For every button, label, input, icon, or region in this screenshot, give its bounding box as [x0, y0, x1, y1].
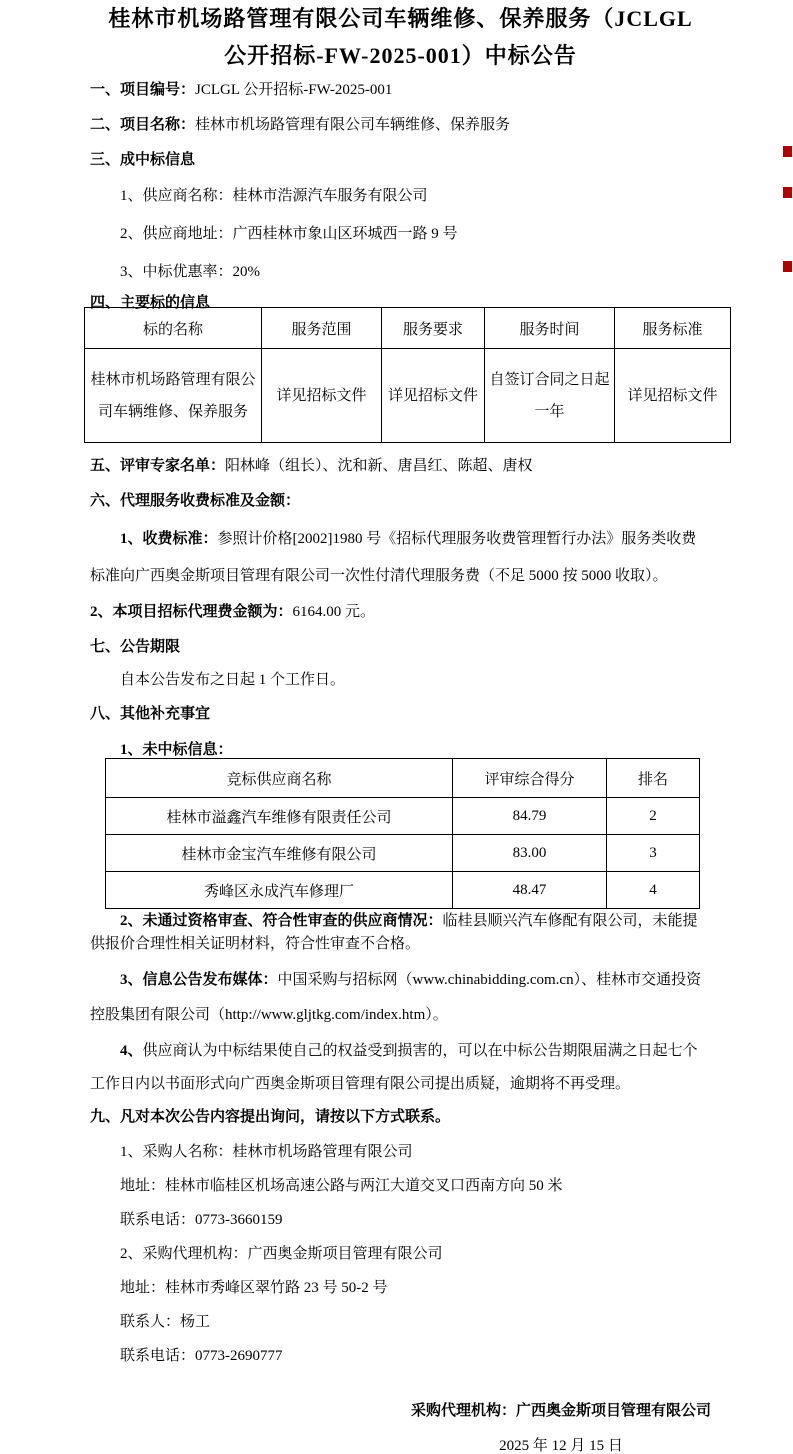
table-cell: 48.47 [453, 872, 607, 909]
table-header-cell: 服务范围 [262, 308, 382, 349]
agency-address-line: 地址：桂林市秀峰区翠竹路 23 号 50-2 号 [120, 1280, 388, 1296]
red-revision-marker [783, 146, 792, 157]
fee-amount-label: 2、本项目招标代理费金额为： [90, 604, 293, 620]
table-row [106, 872, 700, 909]
discount-rate-line: 3、中标优惠率：20% [120, 264, 260, 280]
table-header-cell: 服务标准 [615, 308, 731, 349]
section-experts [90, 458, 711, 474]
supplier-name-line: 1、供应商名称：桂林市浩源汽车服务有限公司 [120, 188, 428, 204]
table-cell: 自签订合同之日起一年 [485, 349, 615, 443]
table-cell: 4 [607, 872, 700, 909]
experts-value: 阳林峰（组长）、沈和新、唐昌红、陈超、唐权 [225, 458, 533, 474]
publication-media-value: 中国采购与招标网（www.chinabidding.com.cn）、桂林市交通投资控股集团有限公司（http://www.gljtkg.com/index.htm）。 [90, 972, 702, 1023]
publication-media-label: 3、信息公告发布媒体： [120, 972, 278, 988]
section-project-name [90, 117, 711, 133]
project-number-value: JCLGL 公开招标-FW-2025-001 [195, 82, 393, 98]
table-row [106, 835, 700, 872]
table-header-cell: 服务要求 [382, 308, 485, 349]
table-header-cell: 标的名称 [85, 308, 262, 349]
project-number-label: 一、项目编号： [90, 82, 196, 98]
table-header-row [85, 308, 731, 349]
table-header-cell: 排名 [607, 759, 700, 798]
agency-name-line: 2、采购代理机构：广西奥金斯项目管理有限公司 [120, 1246, 443, 1262]
table-cell: 详见招标文件 [382, 349, 485, 443]
supplier-address-line: 2、供应商地址：广西桂林市象山区环城西一路 9 号 [120, 226, 458, 242]
signature-agency: 采购代理机构：广西奥金斯项目管理有限公司 [410, 1403, 711, 1419]
red-revision-marker [783, 187, 792, 198]
red-revision-marker [783, 261, 792, 272]
table-cell: 桂林市金宝汽车维修有限公司 [106, 835, 453, 872]
fee-amount-line [90, 604, 711, 620]
section-agency-fee-heading: 六、代理服务收费标准及金额： [90, 493, 301, 509]
section-project-number [90, 82, 711, 98]
table-header-cell: 服务时间 [485, 308, 615, 349]
notice-period-body: 自本公告发布之日起 1 个工作日。 [120, 672, 346, 688]
page-title-line2: 公开招标-FW-2025-001）中标公告 [224, 43, 577, 68]
table-cell: 3 [607, 835, 700, 872]
purchaser-address-line: 地址：桂林市临桂区机场高速公路与两江大道交叉口西南方向 50 米 [120, 1178, 563, 1194]
section-other-matters-heading: 八、其他补充事宜 [90, 706, 211, 722]
table-header-cell: 竞标供应商名称 [106, 759, 453, 798]
project-name-label: 二、项目名称： [90, 117, 196, 133]
table-cell: 详见招标文件 [615, 349, 731, 443]
disqualified-supplier-label: 2、未通过资格审查、符合性审查的供应商情况： [120, 913, 443, 929]
unsuccessful-bid-label: 1、未中标信息： [120, 742, 233, 758]
signature-block [411, 1403, 711, 1454]
agency-contact-person-line: 联系人：杨工 [120, 1314, 211, 1330]
objection-paragraph [90, 1035, 711, 1101]
table-header-row [106, 759, 700, 798]
publication-media-paragraph [90, 963, 711, 1033]
table-header-cell: 评审综合得分 [453, 759, 607, 798]
experts-label: 五、评审专家名单： [90, 458, 226, 474]
purchaser-phone-line: 联系电话：0773-3660159 [120, 1212, 283, 1228]
table-cell: 桂林市机场路管理有限公司车辆维修、保养服务 [85, 349, 262, 443]
section-subject-info-heading: 四、主要标的信息 [90, 295, 211, 311]
table-cell: 秀峰区永成汽车修理厂 [106, 872, 453, 909]
disqualified-supplier-paragraph [90, 910, 711, 956]
table-cell: 详见招标文件 [262, 349, 382, 443]
disqualified-supplier-value: 临桂县顺兴汽车修配有限公司，未能提供报价合理性相关证明材料，符合性审查不合格。 [90, 913, 698, 952]
project-name-value: 桂林市机场路管理有限公司车辆维修、保养服务 [195, 117, 511, 133]
table-cell: 2 [607, 798, 700, 835]
fee-standard-label: 1、收费标准： [120, 531, 218, 547]
purchaser-name-line: 1、采购人名称：桂林市机场路管理有限公司 [120, 1144, 413, 1160]
section-contact-heading: 九、凡对本次公告内容提出询问，请按以下方式联系。 [90, 1109, 451, 1125]
table-cell: 83.00 [453, 835, 607, 872]
page-title-line1: 桂林市机场路管理有限公司车辆维修、保养服务（JCLGL [108, 6, 693, 31]
objection-label: 4、 [120, 1043, 143, 1059]
table-cell: 桂林市溢鑫汽车维修有限责任公司 [106, 798, 453, 835]
fee-standard-value: 参照计价格[2002]1980 号《招标代理服务收费管理暂行办法》服务类收费标准向广西奥金斯项目管理有限公司一次性付清代理服务费（不足 5000 按 5000 收取）。 [90, 531, 697, 584]
page-title [90, 0, 711, 74]
table-cell: 84.79 [453, 798, 607, 835]
table-row [85, 349, 731, 443]
table-row [106, 798, 700, 835]
fee-amount-value: 6164.00 元。 [292, 604, 376, 620]
fee-standard-paragraph [90, 521, 711, 595]
agency-phone-line: 联系电话：0773-2690777 [120, 1348, 283, 1364]
unsuccessful-bidders-table [105, 758, 700, 909]
subject-info-table [84, 307, 731, 443]
objection-value: 供应商认为中标结果使自己的权益受到损害的，可以在中标公告期限届满之日起七个工作日内以书面形式向广西奥金斯项目管理有限公司提出质疑，逾期将不再受理。 [90, 1043, 698, 1092]
section-award-info-heading: 三、成中标信息 [90, 152, 196, 168]
section-notice-period-heading: 七、公告期限 [90, 639, 181, 655]
signature-date: 2025 年 12 月 15 日 [499, 1438, 623, 1454]
